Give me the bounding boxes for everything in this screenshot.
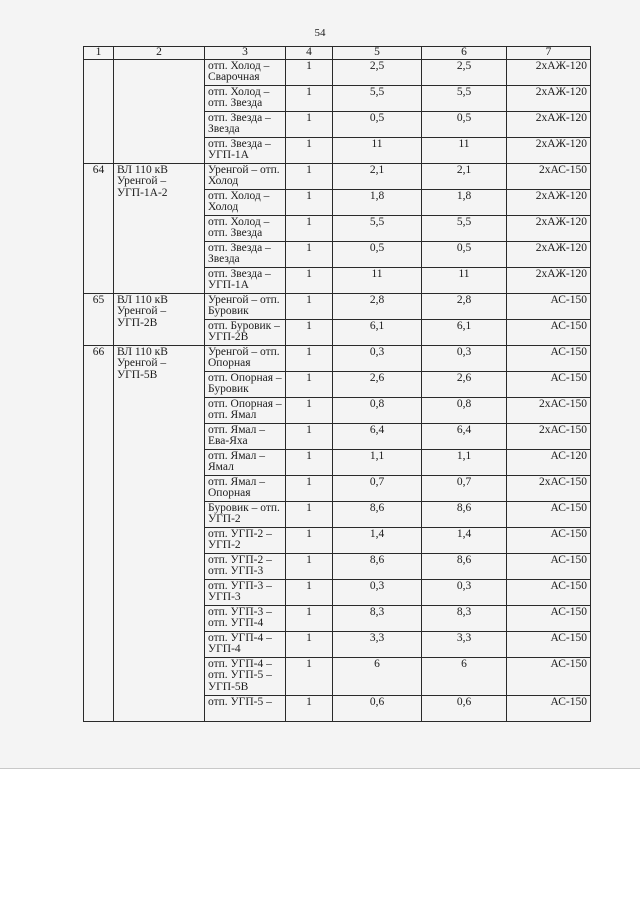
circuit-count-cell: 1 bbox=[286, 163, 333, 189]
length-cell: 8,3 bbox=[333, 605, 422, 631]
section-cell: отп. Опорная – Буровик bbox=[205, 371, 286, 397]
length-cell: 11 bbox=[333, 267, 422, 293]
line-name-cell: ВЛ 110 кВ Уренгой – УГП-2В bbox=[114, 293, 205, 345]
length-total-cell: 8,3 bbox=[422, 605, 507, 631]
wire-brand-cell: АС-150 bbox=[507, 501, 591, 527]
length-cell: 1,4 bbox=[333, 527, 422, 553]
length-total-cell: 3,3 bbox=[422, 631, 507, 657]
wire-brand-cell: 2хАЖ-120 bbox=[507, 137, 591, 163]
circuit-count-cell: 1 bbox=[286, 449, 333, 475]
circuit-count-cell: 1 bbox=[286, 371, 333, 397]
section-cell: отп. Ямал – Ямал bbox=[205, 449, 286, 475]
section-cell: Уренгой – отп. Буровик bbox=[205, 293, 286, 319]
section-cell: отп. Холод – Холод bbox=[205, 189, 286, 215]
wire-brand-cell: АС-150 bbox=[507, 371, 591, 397]
circuit-count-cell: 1 bbox=[286, 501, 333, 527]
table-row bbox=[84, 345, 591, 371]
power-lines-table bbox=[83, 46, 591, 722]
length-cell: 6 bbox=[333, 657, 422, 695]
column-header-6: 6 bbox=[422, 47, 507, 60]
line-number-cell: 64 bbox=[84, 163, 114, 293]
section-cell: отп. УГП-4 – УГП-4 bbox=[205, 631, 286, 657]
wire-brand-cell: 2хАЖ-120 bbox=[507, 241, 591, 267]
length-total-cell: 2,8 bbox=[422, 293, 507, 319]
length-cell: 0,6 bbox=[333, 695, 422, 721]
length-total-cell: 11 bbox=[422, 267, 507, 293]
length-cell: 1,8 bbox=[333, 189, 422, 215]
circuit-count-cell: 1 bbox=[286, 695, 333, 721]
section-cell: отп. Ямал – Опорная bbox=[205, 475, 286, 501]
column-header-3: 3 bbox=[205, 47, 286, 60]
wire-brand-cell: 2хАЖ-120 bbox=[507, 215, 591, 241]
length-cell: 2,6 bbox=[333, 371, 422, 397]
line-number-cell bbox=[84, 59, 114, 163]
circuit-count-cell: 1 bbox=[286, 267, 333, 293]
section-cell: Уренгой – отп. Холод bbox=[205, 163, 286, 189]
length-cell: 1,1 bbox=[333, 449, 422, 475]
length-total-cell: 2,6 bbox=[422, 371, 507, 397]
length-total-cell: 11 bbox=[422, 137, 507, 163]
wire-brand-cell: 2хАС-150 bbox=[507, 163, 591, 189]
circuit-count-cell: 1 bbox=[286, 59, 333, 85]
line-name-cell: ВЛ 110 кВ Уренгой – УГП-5В bbox=[114, 345, 205, 721]
length-cell: 3,3 bbox=[333, 631, 422, 657]
length-cell: 5,5 bbox=[333, 215, 422, 241]
circuit-count-cell: 1 bbox=[286, 241, 333, 267]
line-number-cell: 65 bbox=[84, 293, 114, 345]
length-cell: 0,7 bbox=[333, 475, 422, 501]
line-name-cell: ВЛ 110 кВ Уренгой – УГП-1А-2 bbox=[114, 163, 205, 293]
section-cell: отп. УГП-2 – отп. УГП-3 bbox=[205, 553, 286, 579]
length-total-cell: 2,5 bbox=[422, 59, 507, 85]
section-cell: отп. Звезда – УГП-1А bbox=[205, 137, 286, 163]
length-cell: 2,1 bbox=[333, 163, 422, 189]
circuit-count-cell: 1 bbox=[286, 319, 333, 345]
line-name-cell bbox=[114, 59, 205, 163]
table-row bbox=[84, 59, 591, 85]
circuit-count-cell: 1 bbox=[286, 345, 333, 371]
circuit-count-cell: 1 bbox=[286, 215, 333, 241]
length-cell: 0,5 bbox=[333, 241, 422, 267]
section-cell: отп. Звезда – УГП-1А bbox=[205, 267, 286, 293]
column-header-1: 1 bbox=[84, 47, 114, 60]
wire-brand-cell: АС-150 bbox=[507, 695, 591, 721]
circuit-count-cell: 1 bbox=[286, 423, 333, 449]
section-cell: отп. УГП-3 – отп. УГП-4 bbox=[205, 605, 286, 631]
circuit-count-cell: 1 bbox=[286, 579, 333, 605]
length-total-cell: 0,5 bbox=[422, 241, 507, 267]
length-total-cell: 5,5 bbox=[422, 85, 507, 111]
section-cell: отп. УГП-4 – отп. УГП-5 – УГП-5В bbox=[205, 657, 286, 695]
wire-brand-cell: АС-150 bbox=[507, 553, 591, 579]
wire-brand-cell: 2хАС-150 bbox=[507, 475, 591, 501]
length-total-cell: 5,5 bbox=[422, 215, 507, 241]
page-number: 54 bbox=[314, 27, 326, 39]
length-total-cell: 6,4 bbox=[422, 423, 507, 449]
wire-brand-cell: АС-150 bbox=[507, 293, 591, 319]
section-cell: отп. Опорная – отп. Ямал bbox=[205, 397, 286, 423]
section-cell: отп. Звезда – Звезда bbox=[205, 241, 286, 267]
length-total-cell: 0,3 bbox=[422, 345, 507, 371]
circuit-count-cell: 1 bbox=[286, 553, 333, 579]
line-number-cell: 66 bbox=[84, 345, 114, 721]
section-cell: отп. УГП-3 – УГП-3 bbox=[205, 579, 286, 605]
circuit-count-cell: 1 bbox=[286, 189, 333, 215]
length-total-cell: 6,1 bbox=[422, 319, 507, 345]
length-cell: 0,3 bbox=[333, 579, 422, 605]
section-cell: Буровик – отп. УГП-2 bbox=[205, 501, 286, 527]
wire-brand-cell: 2хАЖ-120 bbox=[507, 111, 591, 137]
length-cell: 0,8 bbox=[333, 397, 422, 423]
length-cell: 0,3 bbox=[333, 345, 422, 371]
length-total-cell: 1,8 bbox=[422, 189, 507, 215]
section-cell: отп. УГП-5 – bbox=[205, 695, 286, 721]
length-total-cell: 0,7 bbox=[422, 475, 507, 501]
circuit-count-cell: 1 bbox=[286, 657, 333, 695]
circuit-count-cell: 1 bbox=[286, 397, 333, 423]
length-cell: 6,4 bbox=[333, 423, 422, 449]
circuit-count-cell: 1 bbox=[286, 111, 333, 137]
wire-brand-cell: 2хАЖ-120 bbox=[507, 59, 591, 85]
column-header-4: 4 bbox=[286, 47, 333, 60]
length-cell: 2,5 bbox=[333, 59, 422, 85]
section-cell: отп. Ямал – Ева-Яха bbox=[205, 423, 286, 449]
length-total-cell: 1,1 bbox=[422, 449, 507, 475]
column-header-7: 7 bbox=[507, 47, 591, 60]
length-total-cell: 2,1 bbox=[422, 163, 507, 189]
length-total-cell: 8,6 bbox=[422, 501, 507, 527]
length-cell: 2,8 bbox=[333, 293, 422, 319]
length-cell: 11 bbox=[333, 137, 422, 163]
circuit-count-cell: 1 bbox=[286, 475, 333, 501]
column-header-2: 2 bbox=[114, 47, 205, 60]
table-header-row bbox=[84, 47, 591, 60]
wire-brand-cell: 2хАЖ-120 bbox=[507, 267, 591, 293]
length-cell: 8,6 bbox=[333, 501, 422, 527]
wire-brand-cell: АС-150 bbox=[507, 345, 591, 371]
section-cell: отп. Холод – отп. Звезда bbox=[205, 85, 286, 111]
length-cell: 6,1 bbox=[333, 319, 422, 345]
section-cell: отп. Холод – отп. Звезда bbox=[205, 215, 286, 241]
wire-brand-cell: АС-150 bbox=[507, 579, 591, 605]
wire-brand-cell: АС-150 bbox=[507, 657, 591, 695]
column-header-5: 5 bbox=[333, 47, 422, 60]
wire-brand-cell: АС-150 bbox=[507, 631, 591, 657]
table-row bbox=[84, 293, 591, 319]
length-total-cell: 1,4 bbox=[422, 527, 507, 553]
section-cell: отп. Буровик – УГП-2В bbox=[205, 319, 286, 345]
length-total-cell: 0,6 bbox=[422, 695, 507, 721]
wire-brand-cell: АС-150 bbox=[507, 319, 591, 345]
section-cell: отп. Звезда – Звезда bbox=[205, 111, 286, 137]
wire-brand-cell: АС-150 bbox=[507, 527, 591, 553]
section-cell: отп. УГП-2 – УГП-2 bbox=[205, 527, 286, 553]
table-row bbox=[84, 163, 591, 189]
length-total-cell: 0,5 bbox=[422, 111, 507, 137]
wire-brand-cell: АС-120 bbox=[507, 449, 591, 475]
section-cell: отп. Холод – Сварочная bbox=[205, 59, 286, 85]
length-total-cell: 8,6 bbox=[422, 553, 507, 579]
circuit-count-cell: 1 bbox=[286, 527, 333, 553]
length-cell: 0,5 bbox=[333, 111, 422, 137]
circuit-count-cell: 1 bbox=[286, 85, 333, 111]
section-cell: Уренгой – отп. Опорная bbox=[205, 345, 286, 371]
length-cell: 5,5 bbox=[333, 85, 422, 111]
wire-brand-cell: АС-150 bbox=[507, 605, 591, 631]
length-total-cell: 0,8 bbox=[422, 397, 507, 423]
length-total-cell: 6 bbox=[422, 657, 507, 695]
length-total-cell: 0,3 bbox=[422, 579, 507, 605]
circuit-count-cell: 1 bbox=[286, 631, 333, 657]
circuit-count-cell: 1 bbox=[286, 293, 333, 319]
circuit-count-cell: 1 bbox=[286, 137, 333, 163]
length-cell: 8,6 bbox=[333, 553, 422, 579]
wire-brand-cell: 2хАЖ-120 bbox=[507, 85, 591, 111]
wire-brand-cell: 2хАС-150 bbox=[507, 423, 591, 449]
wire-brand-cell: 2хАС-150 bbox=[507, 397, 591, 423]
circuit-count-cell: 1 bbox=[286, 605, 333, 631]
wire-brand-cell: 2хАЖ-120 bbox=[507, 189, 591, 215]
